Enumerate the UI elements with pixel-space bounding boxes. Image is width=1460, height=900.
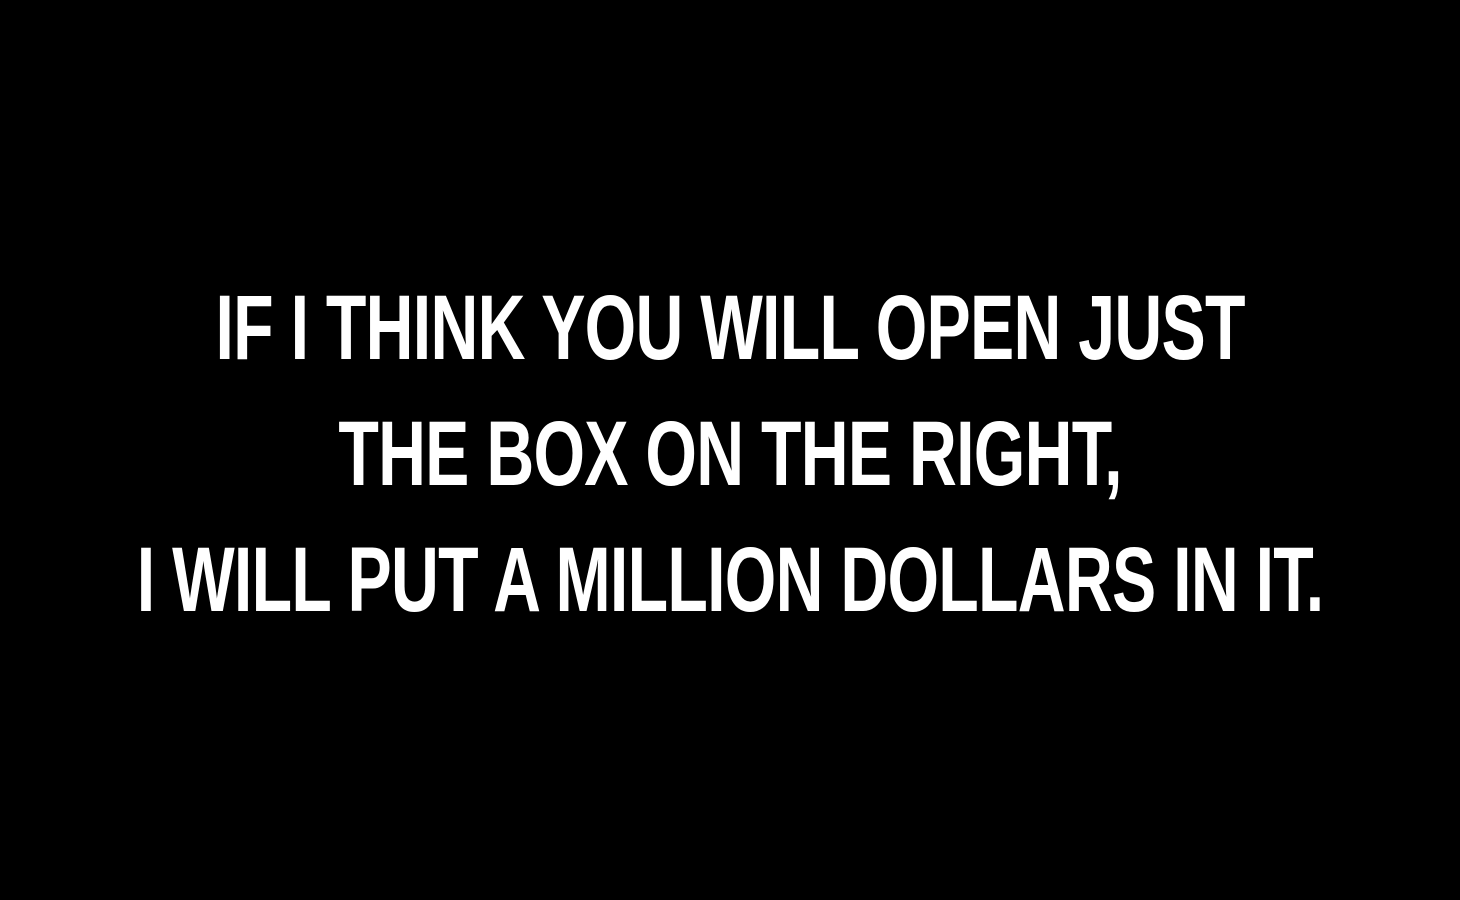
caption-line-3: I WILL PUT A MILLION DOLLARS IN IT.: [136, 529, 1324, 631]
caption-line-2: THE BOX ON THE RIGHT,: [338, 403, 1122, 505]
caption-line-1: IF I THINK YOU WILL OPEN JUST: [215, 277, 1245, 379]
caption-text-block: [0, 265, 1460, 643]
